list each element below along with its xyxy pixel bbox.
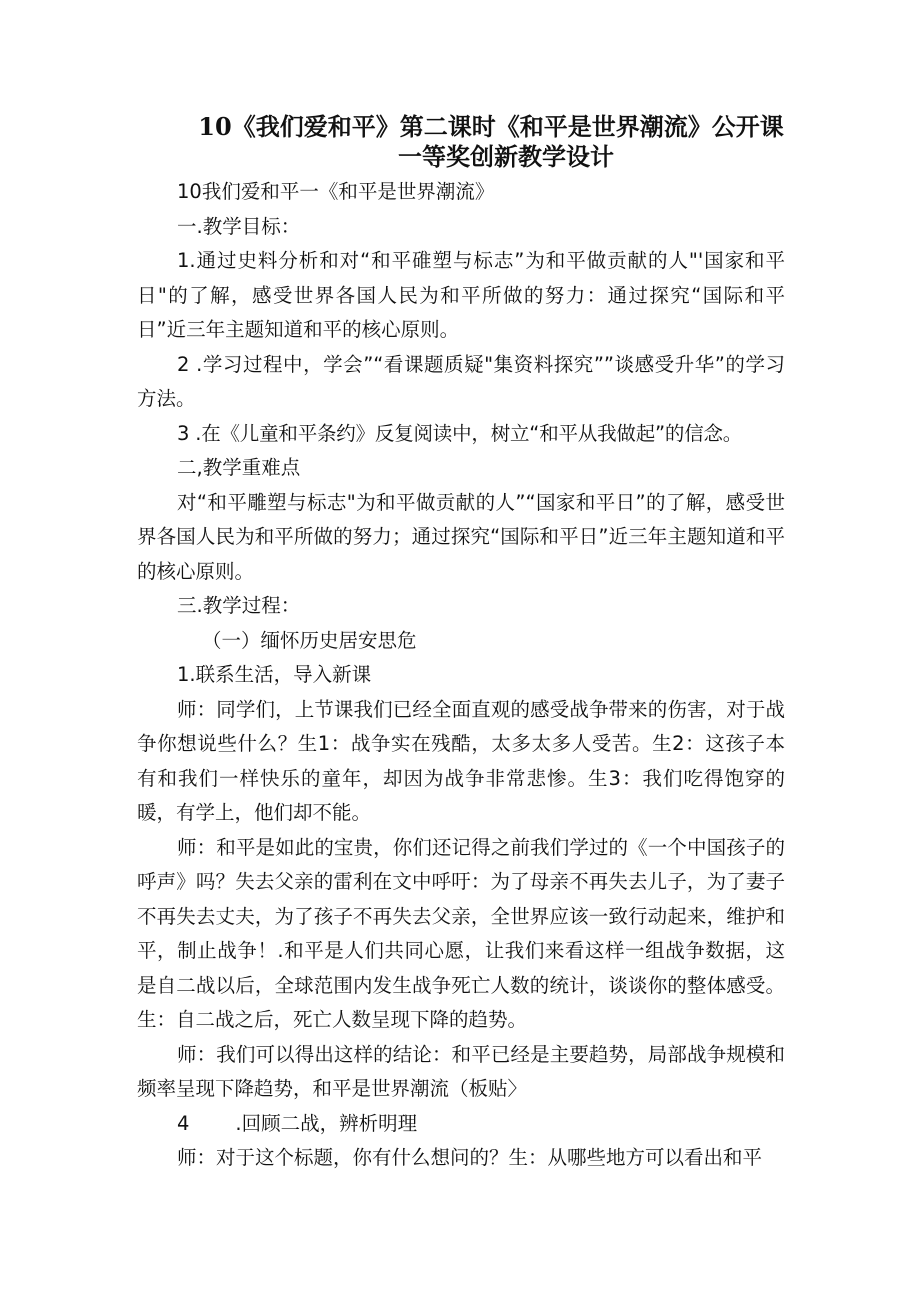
dialogue-paragraph-4: 师：对于这个标题，你有什么想问的？生：从哪些地方可以看出和平 [177, 1146, 763, 1169]
section-heading-goals: 一.教学目标： [177, 214, 301, 238]
document-title [137, 112, 785, 172]
step-heading-4 [137, 1107, 785, 1142]
title-line-1: 10《我们爱和平》第二课时《和平是世界潮流》公开课 [198, 112, 784, 141]
goal-item-2: 2 .学习过程中，学会”“看课题质疑"集资料探究””谈感受升华”的学习方法。 [137, 352, 785, 410]
dialogue-paragraph-3: 师：我们可以得出这样的结论：和平已经是主要趋势，局部战争规模和频率呈现下降趋势，和平是世界潮流（板贴〉 [137, 1042, 785, 1100]
step-title: .回顾二战，辨析明理 [235, 1111, 418, 1135]
title-line-2: 一等奖创新教学设计 [398, 142, 614, 171]
step-heading-1: 1.联系生活，导入新课 [177, 663, 372, 686]
step-number: 4 [177, 1111, 190, 1135]
dialogue-paragraph-2: 师：和平是如此的宝贵，你们还记得之前我们学过的《一个中国孩子的呼声》吗？失去父亲的雷利在文中呼吁：为了母亲不再失去儿子，为了妻子不再失去丈夫，为了孩子不再失去父亲，全世界应该一致行动起来，维护和平，制止战争！.和平是人们共同心愿，让我们来看这样一组战争数据，这是自二战以后，全球范围内发生战争死亡人数的统计，谈谈你的整体感受。生：自二战之后，死亡人数呈现下降的趋势。 [137, 835, 785, 1031]
difficulties-body: 对“和平雕塑与标志"为和平做贡献的人”“国家和平日”的了解，感受世界各国人民为和平所做的努力；通过探究“国际和平日”近三年主题知道和平的核心原则。 [137, 490, 785, 583]
section-heading-process: 三.教学过程： [177, 594, 301, 617]
section-heading-difficulties: 二,教学重难点 [177, 456, 301, 479]
goal-item-1: 1.通过史料分析和对“和平碓塑与标志”为和平做贡献的人"'国家和平日"的了解，感受世界各国人民为和平所做的努力：通过探究“国际和平日”近三年主题知道和平的核心原则。 [137, 249, 785, 341]
goal-item-3: 3 .在《儿童和平条约》反复阅读中，树立“和平从我做起”的信念。 [177, 421, 743, 445]
document-page [137, 112, 785, 1176]
subtitle: 10我们爱和平一《和平是世界潮流》 [177, 180, 495, 203]
dialogue-paragraph-1: 师：同学们，上节课我们已经全面直观的感受战争带来的伤害，对于战争你想说些什么？生1：战争实在残酷，太多太多人受苦。生2：这孩子本有和我们一样快乐的童年，却因为战争非常悲惨。生3：我们吃得饱穿的暖，有学上，他们却不能。 [137, 697, 785, 824]
subsection-heading-1: （一）缅怀历史居安思危 [202, 628, 417, 652]
